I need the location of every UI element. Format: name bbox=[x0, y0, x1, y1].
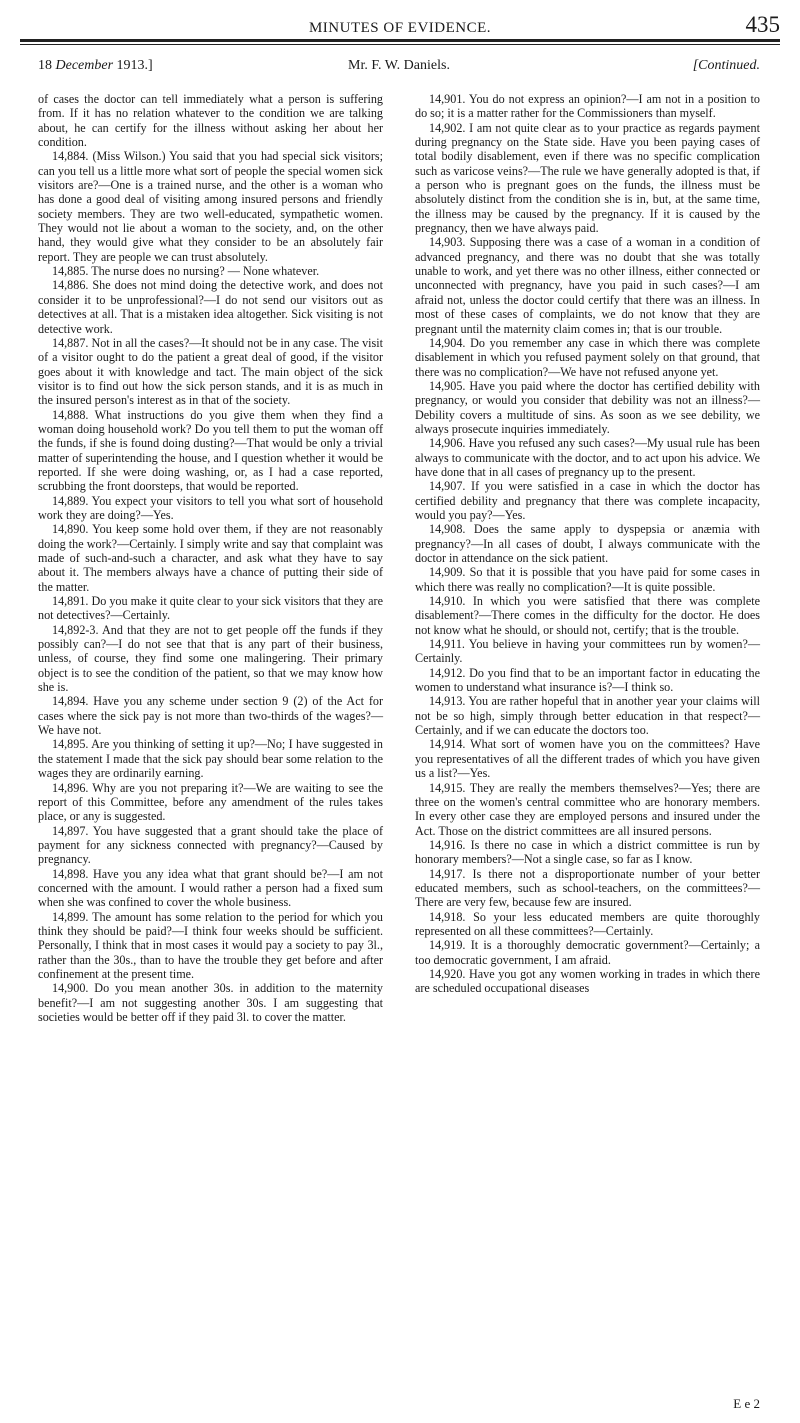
left-column bbox=[38, 92, 383, 1024]
paragraph: 14,916. Is there no case in which a district committee is run by honorary members?—Not a single case, so far as I know. bbox=[415, 837, 760, 867]
paragraph: 14,912. Do you find that to be an important factor in educating the women to understand what insurance is?—I think so. bbox=[415, 665, 760, 695]
paragraph: 14,890. You keep some hold over them, if they are not reasonably doing the work?—Certainly. I simply write and say that complaint was made of such-and-such a character, and ask what they have to say about it. The members always have a chance of putting their side of the matter. bbox=[38, 522, 383, 594]
paragraph: 14,889. You expect your visitors to tell you what sort of household work they are doing?—Yes. bbox=[38, 493, 383, 522]
paragraph: 14,910. In which you were satisfied that there was complete disablement?—There comes in the difficulty for the doctor. He does not know what he should, or should not, certify; that is the trouble. bbox=[415, 594, 760, 637]
paragraph: 14,887. Not in all the cases?—It should not be in any case. The visit of a visitor ought to do the patient a great deal of good, if the visitor goes about it with knowledge and tact. The main object of the sick visitor is to find out how the sick person stands, and it is as much in the insured person's interest as in that of the society. bbox=[38, 335, 383, 408]
header-rule-thin bbox=[20, 44, 780, 45]
paragraph: 14,905. Have you paid where the doctor has certified debility with pregnancy, or would you consider that debility was not an illness?—Debility covers a multitude of sins. As soon as we see debility, we always prosecute inquiries immediately. bbox=[415, 378, 760, 436]
paragraph: 14,902. I am not quite clear as to your practice as regards payment during pregnancy on the State side. Have you been paying cases of total bodily disablement, even if there was no specific complication such as varicose veins?—The rule we have generally adopted is that, if a person who is pregnant goes on the funds, the illness must be absolutely distinct from the condition she is in, but, at the same time, the illness may be caused by the pregnancy. If it is caused by the pregnancy, then we have always paid. bbox=[415, 120, 760, 236]
sitting-date bbox=[38, 58, 153, 74]
paragraph: 14,903. Supposing there was a case of a woman in a condition of advanced pregnancy, and there was no doubt that she was totally unable to work, and yet there was no other illness, either connected or unconnected with pregnancy, have you paid in such cases?—I am afraid not, unless the doctor could certify that there was an illness. In most of these cases of complaints, we do not know that they are pregnant until the maternity claim comes in; that is our trouble. bbox=[415, 235, 760, 336]
page-header bbox=[20, 10, 780, 40]
page-number: 435 bbox=[745, 12, 780, 37]
paragraph: 14,901. You do not express an opinion?—I am not in a position to do so; it is a matter rather for the Commissioners than myself. bbox=[415, 92, 760, 121]
paragraph: 14,888. What instructions do you give them when they find a woman doing household work? Do you tell them to put the woman off the funds, if she is found doing dusting?—That would be only a trivial matter of superintending the house, and I question whether it would be reported. If she were doing washing, or, as I had a case reported, scrubbing the front doorsteps, that would be reported. bbox=[38, 407, 383, 494]
paragraph: 14,898. Have you any idea what that grant should be?—I am not concerned with the amount. I would rather a person had a fixed sum when she was confined to cover the whole business. bbox=[38, 866, 383, 910]
paragraph: 14,911. You believe in having your committees run by women?—Certainly. bbox=[415, 637, 760, 666]
header-rule-thick bbox=[20, 39, 780, 42]
paragraph: 14,913. You are rather hopeful that in another year your claims will not be so high, simply through better education in that respect?—Certainly, and if we can educate the doctors too. bbox=[415, 694, 760, 738]
date-prefix: 18 bbox=[38, 58, 56, 73]
date-month: December bbox=[55, 58, 114, 73]
paragraph: 14,891. Do you make it quite clear to your sick visitors that they are not detectives?—Certainly. bbox=[38, 594, 383, 623]
paragraph: 14,897. You have suggested that a grant should take the place of payment for any sickness connected with pregnancy?—Caused by pregnancy. bbox=[38, 823, 383, 867]
paragraph: of cases the doctor can tell immediately what a person is suffering from. If it has no relation whatever to the condition we are talking about, he can certify for the illness without asking her about her condition. bbox=[38, 92, 383, 150]
right-column bbox=[415, 92, 760, 996]
paragraph: 14,904. Do you remember any case in which there was complete disablement in which you refused payment solely on that ground, that there was no complication?—We have not refused anyone yet. bbox=[415, 335, 760, 379]
paragraph: 14,909. So that it is possible that you have paid for some cases in which there was really no complication?—It is quite possible. bbox=[415, 565, 760, 594]
paragraph: 14,919. It is a thoroughly democratic government?—Certainly; a too democratic government, I am afraid. bbox=[415, 938, 760, 967]
paragraph: 14,920. Have you got any women working in trades in which there are scheduled occupational diseases bbox=[415, 966, 760, 996]
paragraph: 14,915. They are really the members themselves?—Yes; there are three on the women's central committee who are honorary members. In every other case they are employed persons and insured under the Act. Those on the district committees are all insured persons. bbox=[415, 780, 760, 838]
paragraph: 14,906. Have you refused any such cases?—My usual rule has been always to communicate with the doctor, and to act upon his advice. We have done that in all cases of pregnancy up to the present. bbox=[415, 436, 760, 479]
paragraph: 14,894. Have you any scheme under section 9 (2) of the Act for cases where the sick pay is not more than two-thirds of the wages?—We have not. bbox=[38, 694, 383, 738]
paragraph: 14,885. The nurse does no nursing? — None whatever. bbox=[52, 264, 320, 279]
date-suffix: 1913.] bbox=[113, 58, 153, 73]
paragraph: 14,892-3. And that they are not to get people off the funds if they possibly can?—I do not see that that is any part of their business, unless, of course, they find some one malingering. Their primary object is to see the condition of the patient, so that we may know how she is. bbox=[38, 622, 383, 695]
paragraph: 14,918. So your less educated members are quite thoroughly represented on all these committees?—Certainly. bbox=[415, 909, 760, 938]
witness-name: Mr. F. W. Daniels. bbox=[348, 58, 450, 73]
paragraph: 14,914. What sort of women have you on the committees? Have you representatives of all the different trades of which you have given us a list?—Yes. bbox=[415, 737, 760, 781]
paragraph: 14,907. If you were satisfied in a case in which the doctor has certified debility and pregnancy that there was complete incapacity, would you pay?—Yes. bbox=[415, 479, 760, 522]
paragraph: 14,908. Does the same apply to dyspepsia or anæmia with pregnancy?—In all cases of doubt, I always communicate with the doctor in attendance on the sick patient. bbox=[415, 522, 760, 565]
signature-mark: E e 2 bbox=[733, 1396, 760, 1411]
paragraph: 14,886. She does not mind doing the detective work, and does not consider it to be unprofessional?—I do not send our visitors out as detectives at all. That is a mistaken idea altogether. Sick visiting is not detective work. bbox=[38, 278, 383, 336]
continued-label: [Continued. bbox=[692, 58, 760, 73]
paragraph: 14,917. Is there not a disproportionate number of your better educated members, such as school-teachers, on the committees?—There are very few, because few are insured. bbox=[415, 866, 760, 910]
subheader bbox=[38, 58, 760, 80]
paragraph: 14,884. (Miss Wilson.) You said that you had special sick visitors; can you tell us a little more what sort of people the special women sick visitors are?—One is a trained nurse, and the other is a woman who has done a good deal of visiting among insured persons and friendly society members. They are two well-educated, sympathetic women. They would not lie about a woman to the society, and, on the other hand, they would give what they consider to be an absolutely fair report. They are people we can trust absolutely. bbox=[38, 149, 383, 264]
paragraph: 14,900. Do you mean another 30s. in addition to the maternity benefit?—I am not suggesting another 30s. I am suggesting that societies would be better off if they paid 3l. to cover the matter. bbox=[38, 981, 383, 1024]
paragraph: 14,899. The amount has some relation to the period for which you think they should be paid?—I think four weeks should be sufficient. Personally, I think that in most cases it would pay a society to pay 3l., rather than the 30s., than to have the trouble they get before and after confinement at the present time. bbox=[38, 909, 383, 981]
paragraph: 14,896. Why are you not preparing it?—We are waiting to see the report of this Committee, before any amendment of the rules takes place, or any is suggested. bbox=[38, 780, 383, 824]
running-title: MINUTES OF EVIDENCE. bbox=[308, 20, 492, 36]
paragraph: 14,895. Are you thinking of setting it up?—No; I have suggested in the statement I made that the sick pay should bear some relation to the wages they are ordinarily earning. bbox=[38, 737, 383, 781]
